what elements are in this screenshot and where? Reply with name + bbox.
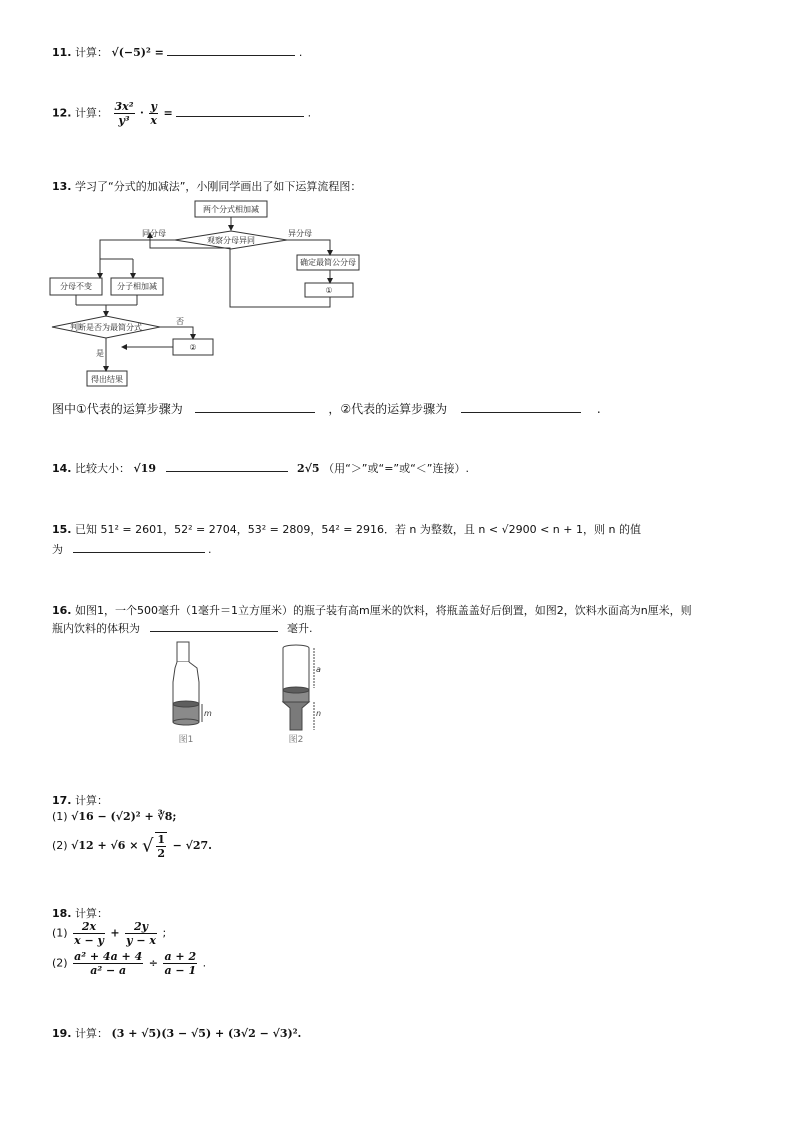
answer-blank-1[interactable] — [195, 412, 315, 413]
question-18-part-2 — [52, 950, 206, 977]
flow-arrow — [160, 327, 193, 339]
denominator: 2 — [157, 847, 166, 860]
question-14 — [52, 460, 469, 476]
flow-arrow — [287, 240, 330, 255]
bottle-base — [173, 719, 199, 725]
question-label: 比较大小： — [75, 462, 130, 475]
answer-prompt: 为 — [52, 543, 63, 556]
period: . — [298, 46, 303, 59]
flow-same-label: 同分母 — [142, 229, 166, 238]
question-label: 计算： — [75, 907, 108, 920]
label-m: m — [204, 709, 212, 718]
bottle-neck — [283, 702, 309, 730]
question-number: 15. — [52, 523, 72, 536]
fraction — [114, 100, 135, 127]
operator: · — [140, 106, 144, 120]
question-16-answer — [52, 620, 313, 636]
flow-lcd-label: 确定最简公分母 — [300, 258, 356, 267]
numerator: 3x² — [114, 100, 134, 113]
bottle-figures — [150, 636, 350, 748]
semicolon: ; — [162, 926, 167, 940]
flow-judge-label: 判断是否为最简分式 — [70, 323, 142, 332]
question-13-answers — [52, 400, 601, 417]
question-19 — [52, 1025, 301, 1041]
denominator: y³ — [114, 113, 135, 127]
question-number: 16. — [52, 604, 72, 617]
part-number: (1) — [52, 926, 68, 940]
answer-prompt-2: ，②代表的运算步骤为 — [328, 402, 448, 416]
part-number: (2) — [52, 839, 68, 852]
question-18 — [52, 905, 108, 921]
unit: 毫升. — [287, 622, 313, 635]
answer-blank[interactable] — [150, 631, 278, 632]
question-17 — [52, 792, 108, 808]
equals: = — [163, 106, 173, 120]
period: . — [596, 402, 601, 416]
fraction — [73, 920, 105, 947]
expression-right: 2√5 — [297, 462, 320, 475]
instruction: （用“＞”或“=”或“＜”连接）. — [323, 462, 469, 475]
fraction — [125, 920, 157, 947]
flow-keep-label: 分母不变 — [60, 282, 92, 291]
flow-result-label: 得出结果 — [91, 375, 123, 384]
question-expression: √(−5)² = — [111, 46, 164, 59]
answer-blank[interactable] — [167, 55, 295, 56]
question-12 — [52, 100, 311, 127]
flow-step2-label: ② — [189, 343, 197, 352]
flow-step1-label: ① — [325, 286, 333, 295]
fraction — [73, 950, 143, 977]
denominator: x — [150, 114, 157, 127]
answer-blank[interactable] — [176, 116, 304, 117]
question-text: 已知 51² = 2601，52² = 2704，53² = 2809，54² = 2916．若 n 为整数，且 n < √2900 < n + 1，则 n 的值 — [75, 523, 641, 536]
question-number: 12. — [52, 106, 72, 120]
question-number: 11. — [52, 46, 72, 59]
answer-blank[interactable] — [73, 552, 205, 553]
question-label: 计算： — [75, 106, 108, 120]
label-n: n — [316, 709, 322, 718]
operator: + — [110, 926, 120, 940]
part-number: (2) — [52, 956, 68, 970]
question-17-part-1 — [52, 810, 176, 823]
fraction — [163, 950, 197, 977]
period: . — [202, 956, 207, 970]
flow-start-label: 两个分式相加减 — [203, 205, 259, 214]
bottle-neck — [177, 642, 189, 662]
numerator: a² + 4a + 4 — [74, 950, 143, 963]
flow-add-label: 分子相加减 — [117, 282, 157, 291]
numerator: 1 — [157, 833, 166, 846]
question-number: 14. — [52, 462, 72, 475]
numerator: a + 2 — [164, 950, 197, 963]
question-expression: (3 + √5)(3 − √5) + (3√2 − √3)². — [111, 1027, 302, 1040]
question-15-answer — [52, 541, 212, 557]
question-13 — [52, 178, 361, 194]
expression-left: √19 — [133, 462, 157, 475]
denominator: y − x — [126, 934, 156, 947]
numerator: 2y — [134, 920, 149, 933]
flow-observe-label: 观察分母异同 — [207, 236, 255, 245]
denominator: x − y — [74, 934, 104, 947]
part-number: (1) — [52, 810, 68, 823]
question-number: 13. — [52, 180, 72, 193]
denominator: a² − a — [73, 963, 143, 977]
answer-prompt-1: 图中①代表的运算步骤为 — [52, 402, 183, 416]
question-label: 计算： — [75, 46, 108, 59]
question-number: 17. — [52, 794, 72, 807]
numerator: y — [150, 100, 157, 113]
flow-yes-label: 是 — [96, 349, 104, 358]
question-11 — [52, 44, 302, 60]
flowchart — [0, 195, 420, 395]
question-17-part-2 — [52, 832, 212, 860]
period: . — [307, 106, 312, 120]
question-label: 计算： — [75, 794, 108, 807]
question-label: 计算： — [75, 1027, 108, 1040]
question-16 — [52, 602, 692, 618]
period: . — [208, 543, 212, 556]
question-text: 如图1，一个500毫升（1毫升＝1立方厘米）的瓶子装有高m厘米的饮料，将瓶盖盖好后倒置，如图2，饮料水面高为n厘米，则 — [75, 604, 692, 617]
fraction — [149, 100, 158, 127]
liquid-surface — [283, 687, 309, 693]
denominator: a − 1 — [164, 964, 197, 977]
sqrt-sign: √ — [141, 835, 154, 857]
part-expression-tail: − √27. — [172, 839, 212, 852]
question-text: 学习了“分式的加减法”，小刚同学画出了如下运算流程图： — [75, 180, 362, 193]
label-a: a — [316, 665, 321, 674]
question-number: 19. — [52, 1027, 72, 1040]
numerator: 2x — [81, 920, 97, 933]
question-15 — [52, 521, 641, 537]
answer-prompt: 瓶内饮料的体积为 — [52, 622, 140, 635]
operator: ÷ — [148, 956, 158, 970]
flow-diff-label: 异分母 — [288, 229, 312, 238]
figure-1-caption: 图1 — [178, 735, 194, 745]
fraction — [155, 832, 167, 860]
part-expression: √16 − (√2)² + ∛8; — [71, 810, 177, 823]
flow-no-label: 否 — [176, 317, 184, 326]
answer-blank-2[interactable] — [461, 412, 581, 413]
liquid-surface — [173, 701, 199, 707]
part-expression: √12 + √6 × — [71, 839, 139, 852]
figure-2-caption: 图2 — [288, 735, 304, 745]
question-18-part-1 — [52, 920, 166, 947]
question-number: 18. — [52, 907, 72, 920]
answer-blank[interactable] — [166, 471, 288, 472]
